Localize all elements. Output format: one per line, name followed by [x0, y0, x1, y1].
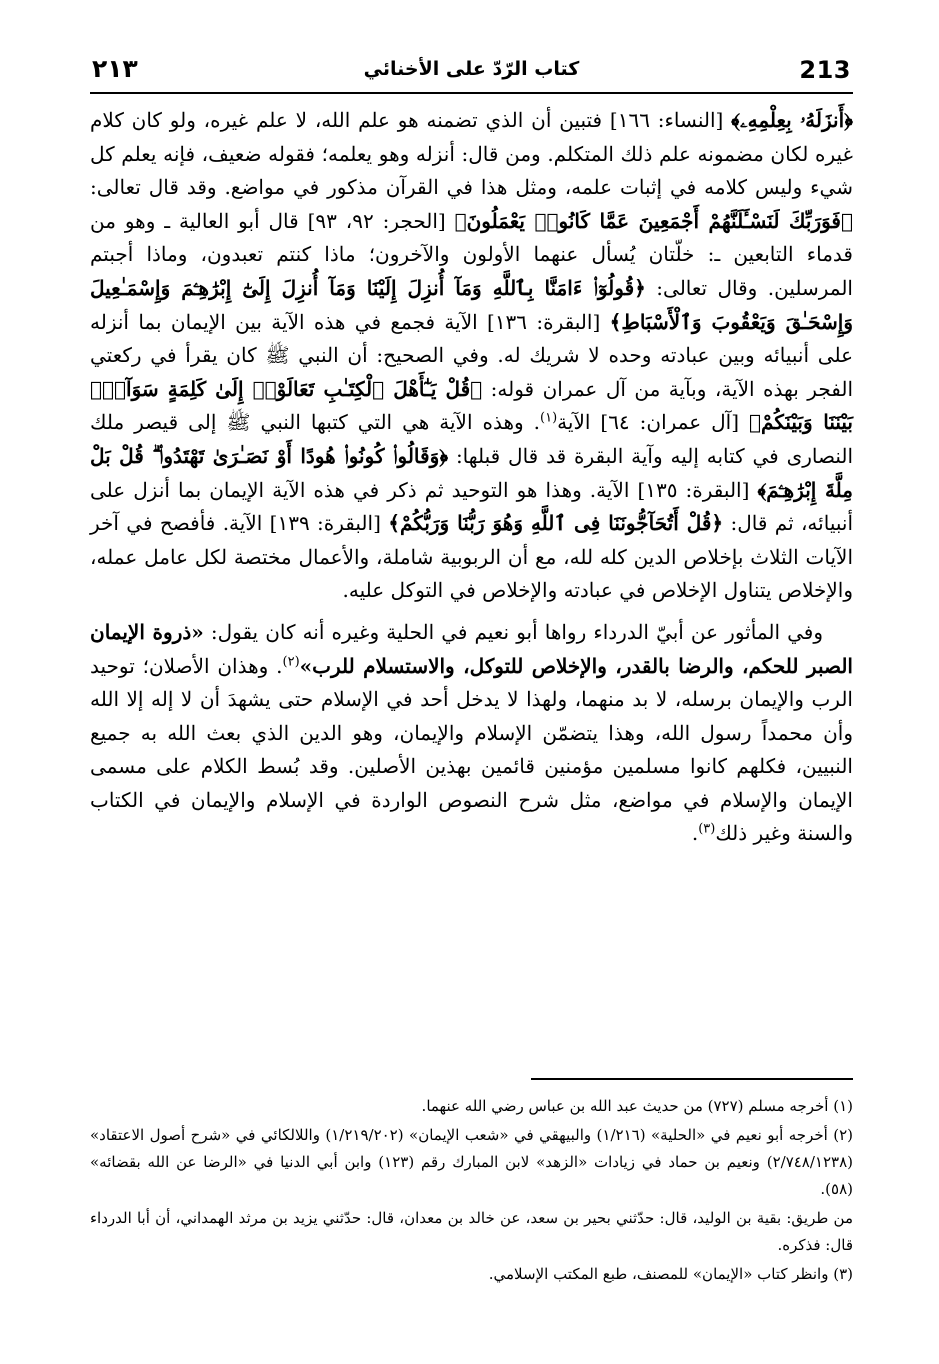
- footnote-ref-2[interactable]: (٢): [282, 653, 300, 669]
- text-run: . وهذان الأصلان؛ توحيد الرب والإيمان برسله، لا بد منهما، ولهذا لا يدخل أحد في الإسلام حتى يشهدَ أن لا إله إلا الله وأن محمداً رسول الله، وهذا يتضمّن الإسلام والإيمان، وهو الدين الذي بعث الله به جميع النبيين، فكلهم كانوا مسلمين مؤمنين قائمين بهذين الأصلين. وقد بُسط الكلام على مسمى الإيمان والإسلام في مواضع، مثل شرح النصوص الواردة في الإسلام والإيمان في الكتاب والسنة وغير ذلك: [90, 653, 853, 846]
- running-title: كتاب الرّدّ على الأخنائي: [363, 58, 580, 80]
- text-run: وفي المأثور عن أبيّ الدرداء رواها أبو نعيم في الحلية وغيره أنه كان يقول:: [203, 619, 823, 644]
- footnote-separator: [531, 1078, 853, 1080]
- paragraph-1: [90, 104, 853, 608]
- footnote-2: (٢) أخرجه أبو نعيم في «الحلية» (١/٢١٦) والبيهقي في «شعب الإيمان» (١/٢١٩/٢٠٢) واللالكائي في «شرح أصول الاعتقاد» (٢/٧٤٨/١٢٣٨) ونعيم بن حماد في زيادات «الزهد» لابن المبارك رقم (١٢٣) وابن أبي الدنيا في «الرضا عن الله بقضائه» (٥٨).: [90, 1126, 853, 1198]
- header-rule: [90, 92, 853, 94]
- footnotes: [90, 1093, 853, 1290]
- quran-verse: ﴿أَنزَلَهُۥ بِعِلْمِهِۦ﴾: [731, 108, 853, 132]
- footnote-2-chain: من طريق: بقية بن الوليد، قال: حدّثني بحير بن سعد، عن خالد بن معدان، قال: حدّثني يزيد بن مرثد الهمداني، أن أبا الدرداء قال: فذكره.: [90, 1209, 853, 1254]
- text-run: [الحجر: ٩٢، ٩٣] قال أبو العالية ـ وهو من قدماء التابعين ـ: خلّتان يُسأل عنهما الأولون والآخرون؛ ماذا كنتم تعبدون، وماذا أجبتم المرسلين. وقال تعالى:: [90, 208, 853, 300]
- text-run: [البقرة: ١٣٩] الآية. فأفصح في آخر الآيات الثلاث بإخلاص الدين كله لله، مع أن الربوبية شاملة، والأعمال مختصة لكل عامل عمله، والإخلاص يتناول الإخلاص في عبادته والإخلاص في التوكل عليه.: [90, 511, 853, 603]
- quran-verse: ﴿قُولُوٓا۟ ءَامَنَّا بِٱللَّهِ وَمَآ أُنزِلَ إِلَيْنَا وَمَآ أُنزِلَ إِلَىٰٓ إِبْرَٰهِـۧمَ وَإِسْمَـٰعِيلَ وَإِسْحَـٰقَ وَيَعْقُوبَ وَٱلْأَسْبَاطِ﴾: [90, 275, 853, 334]
- text-run: [آل عمران: ٦٤] الآية: [557, 410, 749, 435]
- text-run: [البقرة: ١٣٦] الآية فجمع في هذه الآية بين الإيمان بما أنزله على أنبيائه وبين عبادته وحده لا شريك له. وفي الصحيح: أن النبي ﷺ كان يقرأ في ركعتي الفجر بهذه الآية، وبآية من آل عمران قوله:: [90, 309, 854, 401]
- quran-verse: ﴿وَقَالُوا۟ كُونُوا۟ هُودًا أَوْ نَصَـٰرَىٰ تَهْتَدُوا۟ ۗ قُلْ بَلْ مِلَّةَ إِبْرَٰهِـۧمَ﴾: [90, 443, 854, 502]
- running-header: [92, 52, 851, 92]
- footnote-ref-3[interactable]: (٣): [698, 821, 716, 837]
- quran-verse: ﴿فَوَرَبِّكَ لَنَسْـَٔلَنَّهُمْ أَجْمَعِينَ عَمَّا كَانُوا۟ يَعْمَلُونَ﴾: [454, 208, 853, 233]
- quran-verse: ﴿قُلْ أَتُحَآجُّونَنَا فِى ٱللَّهِ وَهُوَ رَبُّنَا وَرَبُّكُمْ﴾: [388, 511, 724, 536]
- text-run: . وهذه الآية هي التي كتبها النبي ﷺ إلى قيصر ملك النصارى في كتابه إليه وآية البقرة قد قال قبلها:: [90, 410, 854, 468]
- main-text: [90, 104, 853, 851]
- page-number-arabic: ٢١٣: [92, 54, 138, 83]
- quran-verse: ﴿قُلْ يَـٰٓأَهْلَ ٱلْكِتَـٰبِ تَعَالَوْا۟ إِلَىٰ كَلِمَةٍ سَوَآءٍۭ بَيْنَنَا وَبَيْنَكُمْ﴾: [90, 376, 853, 435]
- footnote-ref-1[interactable]: (١): [540, 410, 558, 426]
- paragraph-2: [90, 616, 853, 851]
- text-run: [النساء: ١٦٦] فتبين أن الذي تضمنه هو علم الله، لا علم غيره، ولو كان كلام غيره لكان مضمونه علم ذلك المتكلم. ومن قال: أنزله وهو يعلمه؛ فقوله ضعيف، فإنه يعلم كل شيء وليس كلامه في إثبات علمه، ومثل هذا في القرآن مذكور في مواضع. وقد قال تعالى:: [90, 108, 853, 200]
- quoted-saying: «ذروة الإيمان الصبر للحكم، والرضا بالقدر، والإخلاص للتوكل، والاستسلام للرب»: [90, 619, 853, 678]
- text-run: .: [691, 821, 699, 846]
- page-number-latin: 213: [799, 56, 851, 84]
- text-run: [البقرة: ١٣٥] الآية. وهذا هو التوحيد ثم ذكر في هذه الآية الإيمان بما أنزل على أنبيائه، ثم قال:: [90, 477, 854, 536]
- footnote-3: (٣) وانظر كتاب «الإيمان» للمصنف، طبع المكتب الإسلامي.: [488, 1265, 853, 1283]
- footnote-1: (١) أخرجه مسلم (٧٢٧) من حديث عبد الله بن عباس رضي الله عنهما.: [421, 1097, 853, 1115]
